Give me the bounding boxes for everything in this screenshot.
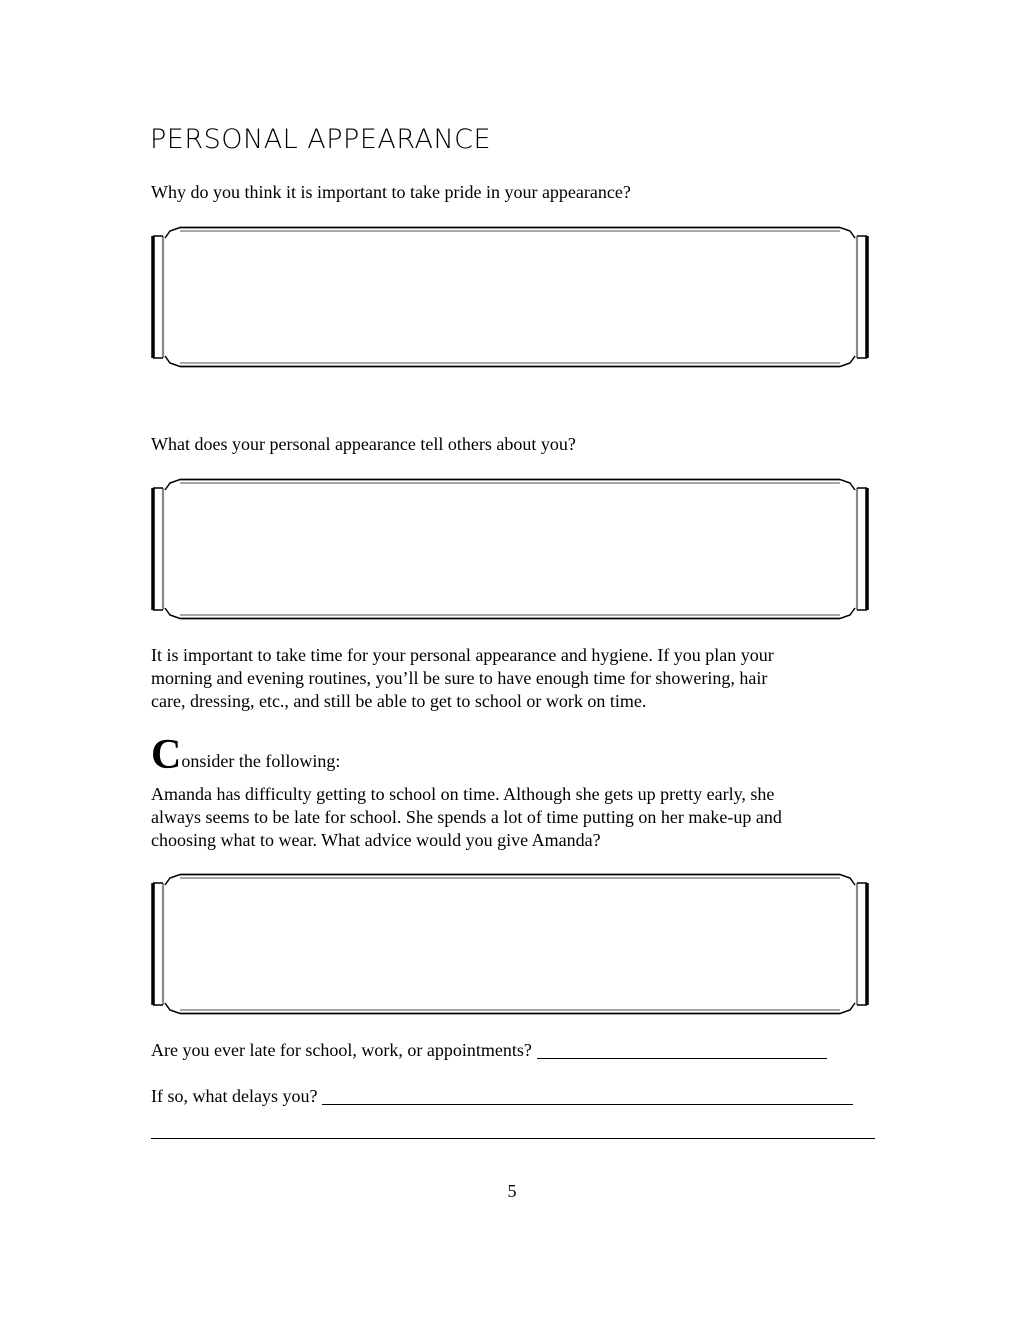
answer-box-appearance-tells[interactable] <box>150 478 870 620</box>
scroll-frame <box>150 873 870 1015</box>
delays-answer-line[interactable] <box>322 1085 853 1105</box>
paragraph-line: care, dressing, etc., and still be able to get to school or work on time. <box>151 691 647 711</box>
page-title: PERSONAL APPEARANCE <box>150 124 492 155</box>
question-late-row <box>151 1039 827 1062</box>
question-delays-row <box>151 1085 853 1108</box>
question-late: Are you ever late for school, work, or appointments? <box>151 1040 532 1060</box>
consider-heading <box>151 732 341 781</box>
paragraph-line: Amanda has difficulty getting to school on time. Although she gets up pretty early, she <box>151 784 775 804</box>
scroll-frame <box>150 478 870 620</box>
consider-heading-text: onsider the following: <box>181 751 341 771</box>
drop-cap: C <box>151 732 182 778</box>
late-answer-line[interactable] <box>537 1039 827 1059</box>
scroll-frame <box>150 226 870 368</box>
answer-box-advice[interactable] <box>150 873 870 1015</box>
paragraph-line: morning and evening routines, you’ll be sure to have enough time for showering, hair <box>151 668 768 688</box>
delays-answer-line-2[interactable] <box>151 1138 875 1139</box>
paragraph-line: choosing what to wear. What advice would you give Amanda? <box>151 830 601 850</box>
answer-box-pride[interactable] <box>150 226 870 368</box>
question-pride: Why do you think it is important to take pride in your appearance? <box>151 182 631 202</box>
paragraph-line: always seems to be late for school. She spends a lot of time putting on her make-up and <box>151 807 782 827</box>
question-delays: If so, what delays you? <box>151 1086 318 1106</box>
scenario-paragraph <box>151 783 881 852</box>
page-number: 5 <box>507 1181 517 1201</box>
question-appearance-tells: What does your personal appearance tell others about you? <box>151 434 576 454</box>
paragraph-line: It is important to take time for your personal appearance and hygiene. If you plan your <box>151 645 774 665</box>
hygiene-paragraph <box>151 644 881 713</box>
